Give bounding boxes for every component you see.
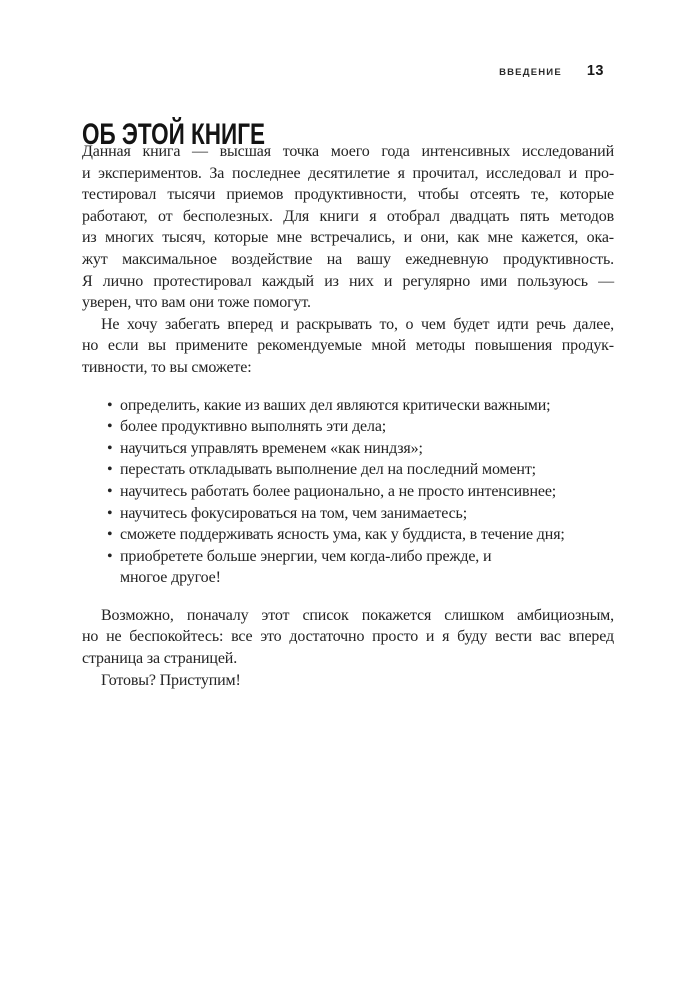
bullet-list bbox=[82, 395, 614, 589]
page-number: 13 bbox=[586, 63, 604, 79]
bullet-icon: • bbox=[107, 396, 113, 414]
text-line: научитесь работать более рационально, а не просто интенсивнее; bbox=[120, 482, 557, 500]
list-item bbox=[82, 438, 614, 460]
text-line: жут максимальное воздействие на вашу ежедневную продуктивность. bbox=[82, 250, 614, 268]
bullet-icon: • bbox=[107, 547, 113, 565]
list-item bbox=[82, 503, 614, 525]
text-line: Я лично протестировал каждый из них и регулярно ими пользуюсь — bbox=[82, 272, 614, 290]
list-item bbox=[82, 395, 614, 417]
text-line: из многих тысяч, которые мне встречались, и они, как мне кажется, ока- bbox=[82, 229, 614, 247]
running-head bbox=[82, 63, 604, 79]
text-line: сможете поддерживать ясность ума, как у буддиста, в течение дня; bbox=[120, 526, 565, 544]
text-line: определить, какие из ваших дел являются критически важными; bbox=[120, 396, 551, 414]
text-line: более продуктивно выполнять эти дела; bbox=[120, 418, 387, 436]
body-text bbox=[82, 141, 614, 691]
list-item bbox=[82, 416, 614, 438]
paragraph bbox=[82, 141, 614, 314]
text-line: Возможно, поначалу этот список покажется слишком амбициозным, bbox=[101, 606, 614, 624]
text-line: страница за страницей. bbox=[82, 650, 238, 668]
text-line: уверен, что вам они тоже помогут. bbox=[82, 294, 311, 312]
text-line: работают, от бесполезных. Для книги я отобрал двадцать пять методов bbox=[82, 207, 614, 225]
text-line: Готовы? Приступим! bbox=[101, 671, 241, 689]
list-item bbox=[82, 524, 614, 546]
text-line: приобретете больше энергии, чем когда-либо прежде, и bbox=[120, 547, 492, 565]
paragraphs-before-list bbox=[82, 141, 614, 379]
text-line: но не беспокойтесь: все это достаточно просто и я буду вести вас вперед bbox=[82, 628, 614, 646]
paragraph bbox=[82, 670, 614, 692]
text-line: многое другое! bbox=[120, 569, 221, 587]
bullet-icon: • bbox=[107, 439, 113, 457]
text-line: перестать откладывать выполнение дел на последний момент; bbox=[120, 461, 536, 479]
text-line: и экспериментов. За последнее десятилетие я прочитал, исследовал и про- bbox=[82, 164, 614, 182]
text-line: научитесь фокусироваться на том, чем занимаетесь; bbox=[120, 504, 468, 522]
list-item bbox=[82, 459, 614, 481]
text-line: научиться управлять временем «как ниндзя»; bbox=[120, 439, 423, 457]
text-line: Данная книга — высшая точка моего года интенсивных исследований bbox=[82, 143, 614, 160]
text-line: тестировал тысячи приемов продуктивности, чтобы отсеять те, которые bbox=[82, 186, 614, 204]
bullet-icon: • bbox=[107, 482, 113, 500]
text-line: Не хочу забегать вперед и раскрывать то, о чем будет идти речь далее, bbox=[101, 315, 614, 333]
paragraph bbox=[82, 605, 614, 670]
paragraphs-after-list bbox=[82, 605, 614, 691]
text-line: но если вы примените рекомендуемые мной методы повышения продук- bbox=[82, 337, 614, 355]
section-label: ВВЕДЕНИЕ bbox=[499, 67, 562, 78]
bullet-icon: • bbox=[107, 461, 113, 479]
bullet-icon: • bbox=[107, 526, 113, 544]
bullet-icon: • bbox=[107, 418, 113, 436]
chapter-title: ОБ ЭТОЙ КНИГЕ bbox=[82, 118, 265, 152]
bullet-icon: • bbox=[107, 504, 113, 522]
text-line: тивности, то вы сможете: bbox=[82, 358, 252, 376]
list-item bbox=[82, 481, 614, 503]
list-item bbox=[82, 546, 614, 589]
paragraph bbox=[82, 314, 614, 379]
